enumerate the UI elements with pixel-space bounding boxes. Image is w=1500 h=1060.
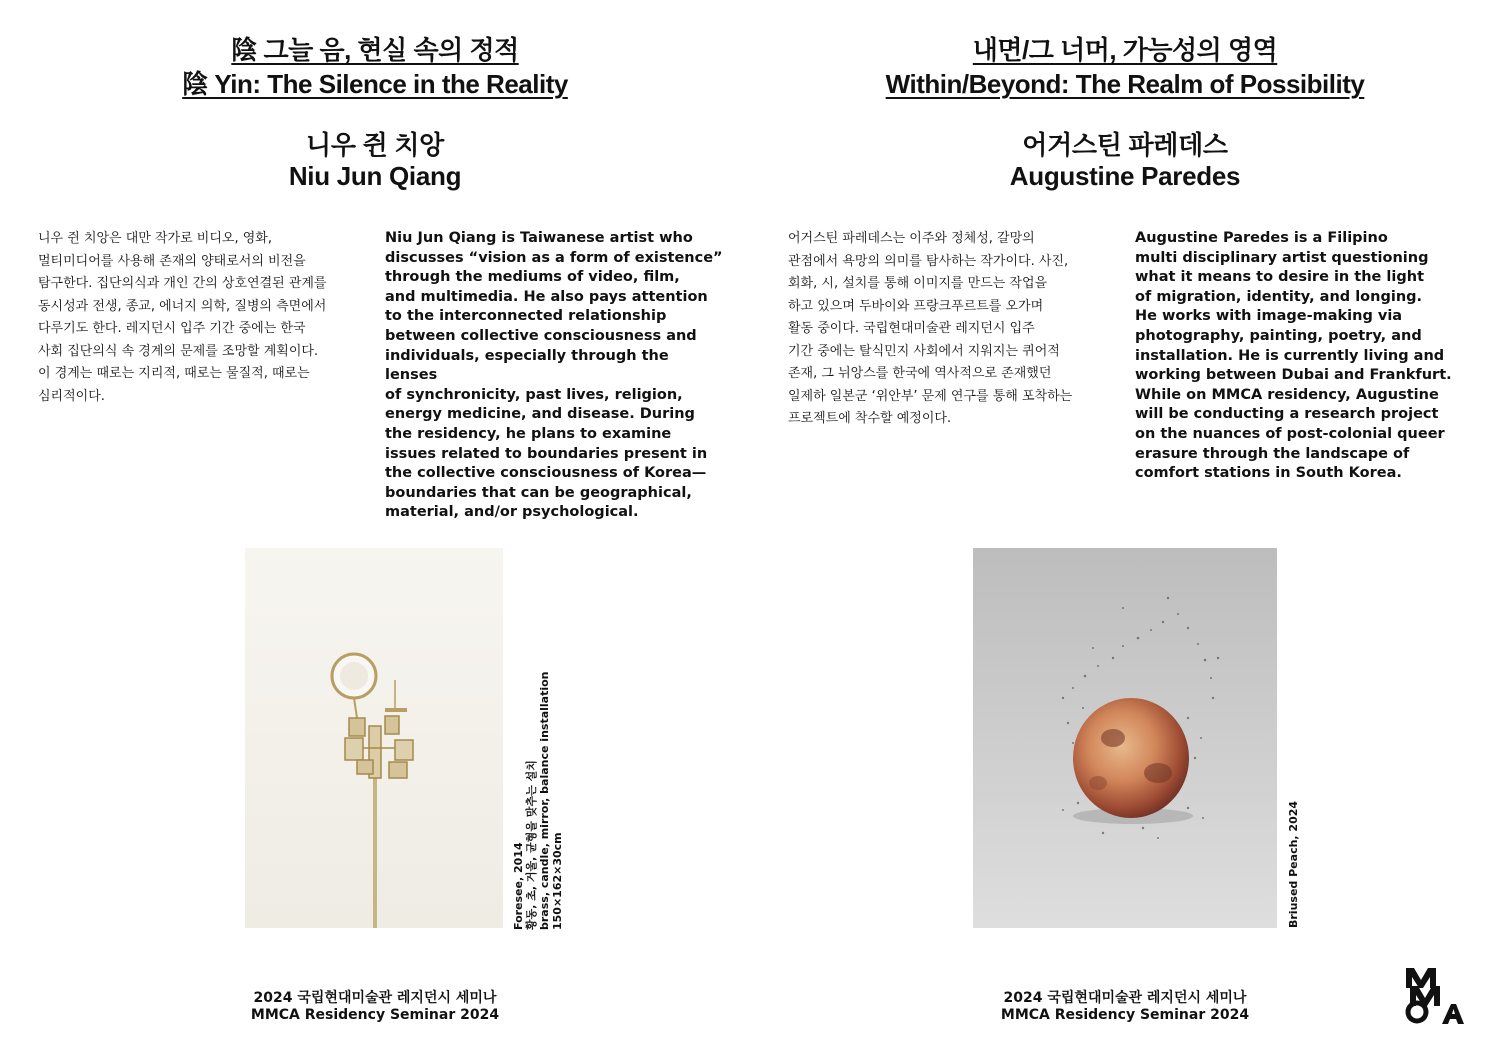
left-artist-name-korean: 니우 쥔 치앙	[306, 130, 444, 160]
right-bio-english: Augustine Paredes is a Filipino multi disciplinary artist questioning what it means to desire in the light of migration, identity, and longing. He works with image-making via photography, painting, poetry, and installation. He is currently living and working between Dubai and Frankfurt. While on MMCA residency, Augustine will be conducting a research project on the nuances of post-colonial queer erasure through the landscape of comfort stations in South Korea.	[1135, 230, 1452, 482]
left-footer-english: MMCA Residency Seminar 2024	[250, 1007, 500, 1023]
right-footer-korean: 2024 국립현대미술관 레지던시 세미나	[1003, 990, 1247, 1006]
artwork-photo-bruised-peach	[973, 548, 1277, 928]
right-title-english: Within/Beyond: The Realm of Possibility	[885, 69, 1365, 99]
caption-materials-english: brass, candle, mirror, balance installation	[538, 671, 551, 930]
right-bio-korean: 어거스틴 파레데스는 이주와 정체성, 갈망의 관점에서 욕망의 의미를 탐사하는 작가이다. 사진, 회화, 시, 설치를 통해 이미지를 만드는 작업을 하고 있으며 두바이와 프랑크푸르트를 오가며 활동 중이다. 국립현대미술관 레지던시 입주 기간 중에는 탈식민지 사회에서 지워지는 퀴어적 존재, 그 뉘앙스를 한국에 역사적으로 존재했던 일제하 일본군 ‘위안부’ 문제 연구를 통해 포착하는 프로젝트에 착수할 예정이다.	[788, 231, 1073, 426]
left-bio-english: Niu Jun Qiang is Taiwanese artist who discusses “vision as a form of existence” through the mediums of video, film, and multimedia. He also pays attention to the interconnected relationship between collective consciousness and individuals, especially through the lenses of synchronicity, past lives, religion, energy medicine, and disease. During the residency, he plans to examine issues related to boundaries present in the collective consciousness of Korea— boundaries that can be geographical, material, and/or psychological.	[385, 230, 723, 521]
right-title-korean: 내면/그 너머, 가능성의 영역	[972, 35, 1278, 65]
caption-title: Foresee, 2014	[512, 842, 525, 930]
caption-dimensions: 150×162×30cm	[551, 832, 564, 930]
mmca-logo-mark	[1404, 966, 1464, 1026]
right-artist-name-english: Augustine Paredes	[1009, 161, 1241, 191]
left-footer	[195, 990, 555, 1024]
right-footer	[945, 990, 1305, 1024]
left-artist-name-english: Niu Jun Qiang	[288, 161, 462, 191]
artwork-photo-foresee	[245, 548, 503, 928]
right-artwork-caption: Briused Peach, 2024	[1287, 800, 1300, 928]
left-bio-korean: 니우 쥔 치앙은 대만 작가로 비디오, 영화, 멀티미디어를 사용해 존재의 양태로서의 비전을 탐구한다. 집단의식과 개인 간의 상호연결된 관계를 동시성과 전생, 종교, 에너지 의학, 질병의 측면에서 다루기도 한다. 레지던시 입주 기간 중에는 한국 사회 집단의식 속 경계의 문제를 조망할 계획이다. 이 경계는 때로는 지리적, 때로는 물질적, 때로는 심리적이다.	[38, 231, 327, 404]
mmca-logo	[1404, 966, 1464, 1026]
left-title-english: 陰 Yin: The Silence in the Reality	[182, 69, 568, 99]
peach-illustration	[973, 548, 1277, 928]
left-title-korean: 陰 그늘 음, 현실 속의 정적	[231, 35, 519, 65]
right-footer-english: MMCA Residency Seminar 2024	[1000, 1007, 1250, 1023]
brass-installation-illustration	[245, 548, 503, 928]
right-artist-name-korean: 어거스틴 파레데스	[1022, 130, 1228, 160]
left-artwork-caption	[512, 671, 564, 930]
left-footer-korean: 2024 국립현대미술관 레지던시 세미나	[253, 990, 497, 1006]
caption-materials-korean: 황동, 초, 거울, 균형을 맞추는 설치	[525, 760, 538, 930]
